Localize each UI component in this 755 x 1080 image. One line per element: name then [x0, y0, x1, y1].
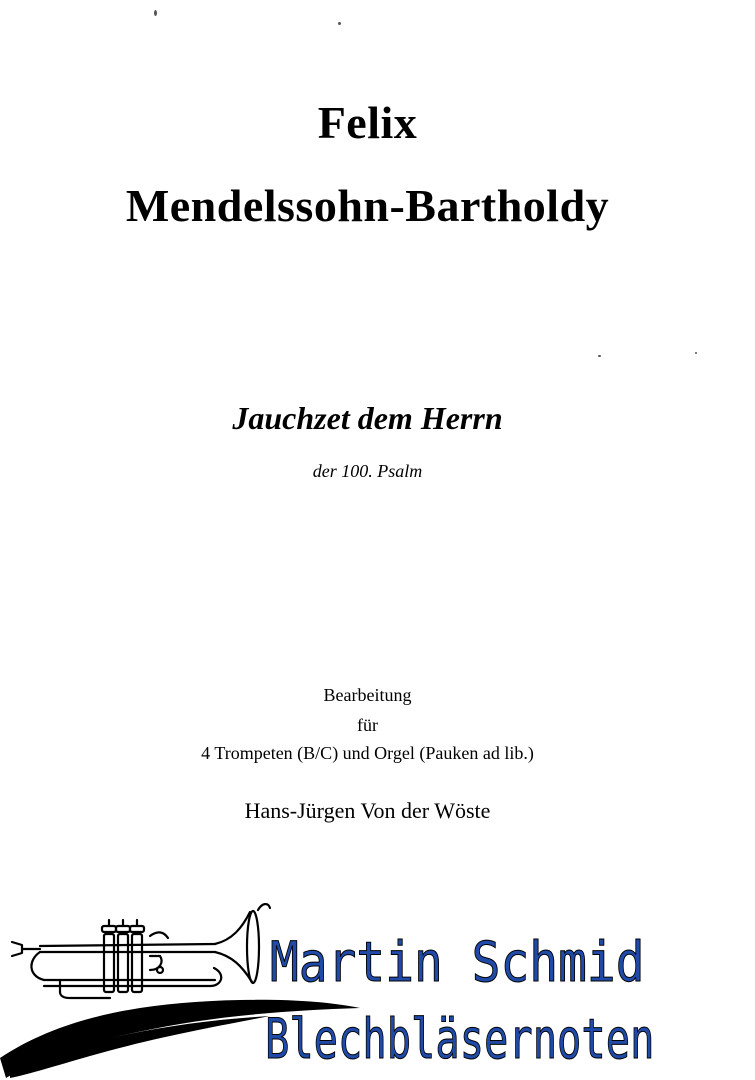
work-title: Jauchzet dem Herrn — [232, 400, 503, 436]
composer-last-name: Mendelssohn-Bartholdy — [125, 180, 610, 231]
trumpet-icon — [12, 904, 270, 998]
publisher-name: Martin Schmid — [270, 930, 645, 994]
composer-first-name: Felix — [317, 97, 418, 148]
arranger-name: Hans-Jürgen Von der Wöste — [244, 798, 491, 823]
instrumentation: 4 Trompeten (B/C) und Orgel (Pauken ad lib.) — [201, 743, 534, 763]
speck-mark — [338, 22, 341, 25]
work-subtitle: der 100. Psalm — [312, 461, 423, 481]
publisher-subtitle: Blechbläsernoten — [265, 1007, 655, 1071]
speck-mark — [154, 10, 157, 16]
speck-mark — [598, 355, 601, 357]
arrangement-for: für — [357, 715, 378, 735]
arrangement-label: Bearbeitung — [323, 685, 412, 705]
speck-mark — [695, 352, 697, 354]
